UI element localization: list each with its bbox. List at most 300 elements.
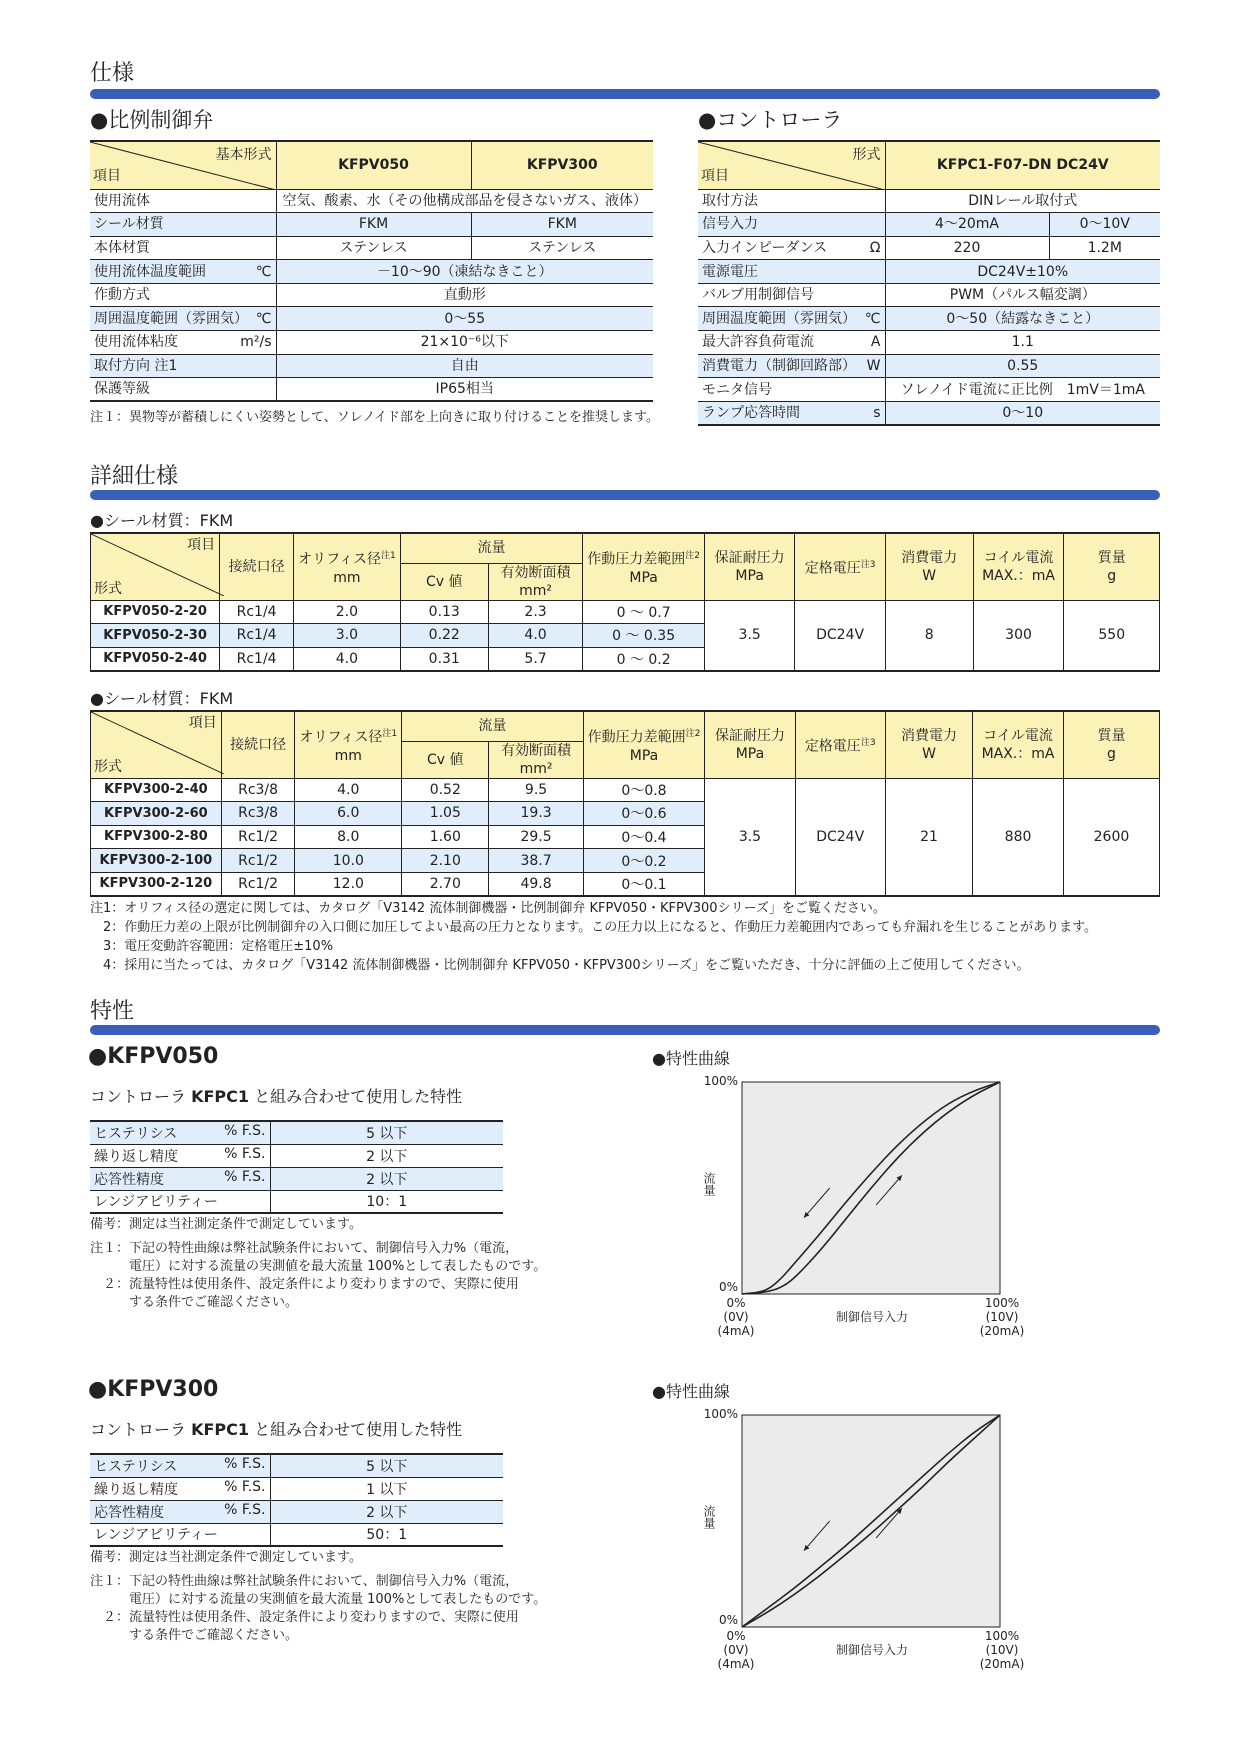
detail-table-2 [90, 710, 1160, 897]
char-label-cell [90, 1121, 270, 1144]
spec-label: 入力インピーダンス [702, 239, 828, 256]
spec-value: ソレノイド電流に正比例 1mV＝1mA [885, 378, 1160, 402]
detail-cell-coil: 880 [973, 778, 1064, 896]
chart-y-tick-min: 0% [718, 1280, 738, 1294]
chart-x-tick-current: (4mA) [717, 1657, 755, 1671]
spec-label-cell [698, 236, 885, 260]
detail-cell-pressure: 0 ～ 0.7 [583, 600, 705, 624]
detail-cell-pressure: 0～0.1 [583, 872, 705, 896]
chart-plot-area [742, 1415, 1000, 1627]
header-area [489, 741, 583, 778]
char-unit: % F.S. [224, 1145, 266, 1162]
char-subtitle [90, 1084, 462, 1107]
valve-model-1: KFPV050 [276, 141, 471, 189]
header-cv-text: Cv 値 [427, 751, 464, 768]
header-pressure-text: MPa [629, 569, 658, 586]
header-voltage [795, 533, 886, 600]
chart-x-tick [706, 1629, 766, 1671]
header-cv [400, 563, 488, 600]
header-area-text: 有効断面積 [500, 564, 571, 581]
header-proof [705, 711, 795, 778]
detail-note-line: 注1：オリフィス径の選定に関しては、カタログ「V3142 流体制御機器・比例制御弁 KFPV050・KFPV300シリーズ」をご覧ください。 [90, 901, 886, 916]
header-mass-text: 質量 [1097, 549, 1126, 566]
spec-label: 取付方法 [702, 192, 758, 209]
detail-cell-cv: 1.05 [402, 802, 489, 826]
detail-cell-model: KFPV300-2-120 [91, 872, 222, 896]
controller-spec-row [698, 307, 1160, 331]
header-coil-text: MAX.：mA [981, 745, 1055, 762]
header-area [488, 563, 582, 600]
spec-value: 空気、酸素、水（その他構成部品を侵さないガス、液体） [276, 189, 653, 213]
char-label: 応答性精度 [94, 1171, 164, 1188]
spec-value-1: 4～20mA [885, 213, 1049, 237]
spec-label-cell [90, 189, 276, 213]
controller-model: KFPC1-F07-DN DC24V [885, 141, 1160, 189]
detail-cell-port: Rc1/2 [221, 872, 295, 896]
valve-spec-row [90, 378, 653, 402]
detail-cell-port: Rc1/4 [220, 647, 294, 671]
char-unit: % F.S. [224, 1455, 266, 1472]
char-label-cell [90, 1477, 270, 1500]
section-title-spec: 仕様 [90, 61, 135, 86]
spec-unit: W [866, 357, 881, 374]
section-title-detail: 詳細仕様 [90, 464, 179, 489]
char-note-line: 注１：下記の特性曲線は弊社試験条件において、制御信号入力%（電流， [90, 1574, 519, 1589]
spec-label-cell [90, 260, 276, 284]
char-label: ヒステリシス [94, 1125, 178, 1142]
spec-value-2: ステンレス [471, 236, 653, 260]
detail-cell-pressure: 0～0.2 [583, 849, 705, 873]
header-proof [704, 533, 794, 600]
char-row [90, 1121, 503, 1144]
spec-label: 信号入力 [702, 216, 758, 233]
char-note-line: 注１：下記の特性曲線は弊社試験条件において、制御信号入力%（電流， [90, 1241, 519, 1256]
detail-cell-cv: 1.60 [402, 825, 489, 849]
header-power-text: W [922, 745, 936, 762]
char-value: 50：1 [270, 1523, 503, 1546]
detail-notes [90, 899, 1097, 975]
char-note-line: する条件でご確認ください。 [90, 1295, 299, 1310]
char-title: ●KFPV050 [88, 1044, 219, 1069]
spec-label-cell [90, 213, 276, 237]
controller-spec-row [698, 189, 1160, 213]
detail-cell-port: Rc1/2 [221, 849, 295, 873]
header-pressure-text: 注2 [685, 550, 700, 561]
char-label-cell [90, 1144, 270, 1167]
valve-spec-row [90, 283, 653, 307]
char-label-cell [90, 1190, 270, 1213]
char-label-cell [90, 1454, 270, 1477]
detail-cell-model: KFPV300-2-80 [91, 825, 222, 849]
detail-cell-orifice: 4.0 [295, 778, 402, 802]
detail-cell-orifice: 2.0 [294, 600, 401, 624]
detail-cell-pressure: 0 ～ 0.2 [583, 647, 705, 671]
spec-label-cell [90, 378, 276, 402]
spec-label-cell [698, 189, 885, 213]
header-voltage-text: 定格電圧 [804, 560, 861, 577]
header-proof-text: MPa [735, 745, 765, 762]
char-row [90, 1167, 503, 1190]
valve-header-diag [90, 141, 276, 189]
seal-material-2: ●シール材質：FKM [90, 689, 234, 708]
spec-label: 電源電圧 [702, 263, 758, 280]
header-port [221, 711, 295, 778]
chart-title: ●特性曲線 [652, 1049, 730, 1068]
spec-label-cell [698, 307, 885, 331]
spec-unit: Ω [869, 239, 881, 256]
header-flow-text: 流量 [478, 718, 507, 735]
chart-x-tick-value: 0% [726, 1296, 746, 1310]
chart-y-tick-min: 0% [718, 1613, 738, 1627]
detail-cell-port: Rc1/2 [221, 825, 295, 849]
chart-ylabel: 流量 [702, 1505, 716, 1529]
detail-cell-voltage: DC24V [795, 778, 885, 896]
detail-cell-pressure: 0～0.4 [583, 825, 705, 849]
spec-value: 0～55 [276, 307, 653, 331]
detail-cell-orifice: 10.0 [295, 849, 402, 873]
section-bar [90, 490, 1160, 500]
valve-spec-row [90, 260, 653, 284]
char-row [90, 1144, 503, 1167]
controller-spec-row [698, 236, 1160, 260]
char-subtitle-pre: コントローラ [90, 1420, 192, 1439]
header-coil-text: コイル電流 [983, 727, 1053, 744]
chart-x-tick-volt: (0V) [723, 1643, 749, 1657]
chart-plot [741, 1414, 1001, 1628]
spec-unit: s [873, 404, 881, 421]
spec-label: 取付方向 注1 [94, 357, 178, 374]
char-subtitle [90, 1417, 462, 1440]
detail-cell-cv: 2.70 [402, 872, 489, 896]
spec-unit: ℃ [255, 310, 272, 327]
spec-label-cell [698, 331, 885, 355]
header-voltage [795, 711, 885, 778]
char-value: 2 以下 [270, 1144, 503, 1167]
spec-label: 使用流体粘度 [94, 334, 178, 351]
controller-header-diag [698, 141, 885, 189]
chart-x-tick-current: (20mA) [979, 1324, 1025, 1338]
header-orifice-text: 注1 [382, 728, 398, 739]
detail-cell-port: Rc1/4 [220, 624, 294, 648]
detail-cell-power: 21 [885, 778, 972, 896]
spec-label: 最大許容負荷電流 [702, 334, 814, 351]
detail-header-type: 形式 [94, 580, 122, 597]
header-cv [402, 741, 489, 778]
chart-y-tick-max: 100% [703, 1407, 738, 1421]
char-subtitle-post: と組み合わせて使用した特性 [249, 1087, 463, 1106]
spec-label: シール材質 [94, 216, 164, 233]
char-label: 繰り返し精度 [94, 1148, 178, 1165]
spec-label-cell [698, 260, 885, 284]
detail-header-diag [91, 533, 220, 600]
chart-x-tick-volt: (10V) [985, 1310, 1019, 1324]
valve-spec-row [90, 307, 653, 331]
detail-cell-area: 49.8 [489, 872, 583, 896]
spec-value-2: FKM [471, 213, 653, 237]
detail-cell-model: KFPV050-2-20 [91, 600, 220, 624]
spec-label: ランプ応答時間 [702, 404, 800, 421]
spec-label: モニタ信号 [702, 381, 772, 398]
detail-cell-mass: 2600 [1063, 778, 1159, 896]
header-pressure-text: MPa [629, 747, 659, 764]
spec-label: 保護等級 [94, 381, 150, 398]
spec-label-cell [90, 354, 276, 378]
header-voltage-text: 注3 [860, 559, 876, 570]
detail-cell-area: 38.7 [489, 849, 583, 873]
detail-cell-orifice: 12.0 [295, 872, 402, 896]
spec-label: 作動方式 [94, 287, 150, 304]
controller-title: ●コントローラ [698, 108, 843, 132]
controller-spec-row [698, 354, 1160, 378]
chart-y-tick-max: 100% [703, 1074, 738, 1088]
detail-cell-cv: 0.13 [400, 600, 488, 624]
char-subtitle-post: と組み合わせて使用した特性 [249, 1420, 463, 1439]
valve-spec-row [90, 189, 653, 213]
detail-cell-model: KFPV050-2-40 [91, 647, 220, 671]
header-power-text: W [922, 567, 937, 584]
spec-unit: ℃ [864, 310, 881, 327]
valve-spec-row [90, 213, 653, 237]
detail-cell-orifice: 4.0 [294, 647, 401, 671]
detail-cell-area: 9.5 [489, 778, 583, 802]
valve-header-item: 項目 [93, 167, 121, 184]
chart-x-tick [706, 1296, 766, 1338]
char-label-cell [90, 1500, 270, 1523]
seal-material-1: ●シール材質：FKM [90, 511, 234, 530]
header-flow [400, 533, 583, 563]
spec-label: 本体材質 [94, 239, 150, 256]
detail-cell-pressure: 0 ～ 0.35 [583, 624, 705, 648]
chart-x-tick [972, 1296, 1032, 1338]
section-bar [90, 89, 1160, 99]
header-orifice [295, 711, 402, 778]
header-area-text: 有効断面積 [501, 742, 572, 759]
detail-cell-port: Rc3/8 [221, 778, 295, 802]
detail-cell-proof: 3.5 [704, 600, 794, 671]
char-value: 10：1 [270, 1190, 503, 1213]
controller-spec-row [698, 283, 1160, 307]
char-label: ヒステリシス [94, 1458, 178, 1475]
char-row [90, 1190, 503, 1213]
char-row [90, 1477, 503, 1500]
spec-value-2: 0～10V [1049, 213, 1160, 237]
char-label: 応答性精度 [94, 1504, 164, 1521]
header-port-text: 接続口径 [230, 736, 287, 753]
header-power-text: 消費電力 [901, 727, 957, 744]
spec-value: DINレール取付式 [885, 189, 1160, 213]
detail-cell-mass: 550 [1064, 600, 1160, 671]
header-orifice [294, 533, 401, 600]
chart-plot [741, 1081, 1001, 1295]
header-coil-text: コイル電流 [983, 549, 1054, 566]
spec-value: 1.1 [885, 331, 1160, 355]
spec-unit: A [870, 334, 881, 351]
spec-label-cell [698, 378, 885, 402]
spec-value: PWM（パルス幅変調） [885, 283, 1160, 307]
spec-label-cell [90, 236, 276, 260]
chart-x-tick-current: (20mA) [979, 1657, 1025, 1671]
header-orifice-text: mm [333, 569, 361, 586]
detail-note-line: 2：作動圧力差の上限が比例制御弁の入口側に加圧してよい最高の圧力となります。この圧力以上になると、作動圧力差範囲内であっても弁漏れを生じることがあります。 [90, 920, 1098, 935]
spec-unit: ℃ [255, 263, 272, 280]
chart-title: ●特性曲線 [652, 1382, 730, 1401]
header-power [885, 533, 973, 600]
header-pressure [583, 533, 705, 600]
detail-cell-model: KFPV050-2-30 [91, 624, 220, 648]
detail-cell-orifice: 8.0 [295, 825, 402, 849]
spec-value-1: ステンレス [276, 236, 471, 260]
spec-value: IP65相当 [276, 378, 653, 402]
char-value: 5 以下 [270, 1121, 503, 1144]
controller-spec-row [698, 331, 1160, 355]
detail-row [91, 778, 1160, 802]
char-label: レンジアビリティー [94, 1194, 218, 1211]
spec-value: －10～90（凍結なきこと） [276, 260, 653, 284]
header-orifice-text: オリフィス径 [299, 729, 383, 746]
detail-cell-port: Rc3/8 [221, 802, 295, 826]
detail-note-line: 4：採用に当たっては、カタログ「V3142 流体制御機器・比例制御弁 KFPV050・KFPV300シリーズ」をご覧いただき、十分に評価の上ご使用してください。 [90, 958, 1030, 973]
spec-label-cell [698, 213, 885, 237]
header-proof-text: MPa [735, 567, 764, 584]
controller-spec-row [698, 378, 1160, 402]
detail-cell-model: KFPV300-2-60 [91, 802, 222, 826]
chart-x-tick [972, 1629, 1032, 1671]
header-mass-text: g [1107, 567, 1117, 584]
header-coil [973, 533, 1064, 600]
spec-label-cell [698, 354, 885, 378]
header-port-text: 接続口径 [228, 558, 285, 575]
header-power [885, 711, 972, 778]
header-cv-text: Cv 値 [426, 573, 463, 590]
header-coil-text: MAX.：mA [982, 567, 1055, 584]
header-mass-text: g [1107, 745, 1116, 762]
chart-x-tick-value: 0% [726, 1629, 746, 1643]
spec-value: 直動形 [276, 283, 653, 307]
detail-cell-area: 19.3 [489, 802, 583, 826]
char-note-line: ２：流量特性は使用条件、設定条件により変わりますので、実際に使用 [90, 1277, 519, 1292]
char-unit: % F.S. [224, 1478, 266, 1495]
char-note-line: 電圧）に対する流量の実測値を最大流量 100%として表したものです。 [90, 1592, 547, 1607]
detail-cell-pressure: 0～0.8 [583, 778, 705, 802]
char-label: 繰り返し精度 [94, 1481, 178, 1498]
header-orifice-text: mm [334, 747, 362, 764]
spec-value-1: FKM [276, 213, 471, 237]
valve-spec-row [90, 354, 653, 378]
detail-cell-area: 4.0 [488, 624, 582, 648]
header-mass [1064, 533, 1160, 600]
controller-spec-row [698, 401, 1160, 425]
chart-x-tick-value: 100% [984, 1629, 1020, 1643]
detail-header-type: 形式 [94, 758, 122, 775]
char-note-line: ２：流量特性は使用条件、設定条件により変わりますので、実際に使用 [90, 1610, 519, 1625]
controller-spec-row [698, 260, 1160, 284]
spec-label-cell [90, 307, 276, 331]
spec-value: 21×10⁻⁶以下 [276, 331, 653, 355]
detail-cell-cv: 0.52 [402, 778, 489, 802]
header-mass [1063, 711, 1159, 778]
chart-x-tick-volt: (0V) [723, 1310, 749, 1324]
detail-cell-pressure: 0～0.6 [583, 802, 705, 826]
spec-value: DC24V±10% [885, 260, 1160, 284]
detail-cell-area: 5.7 [488, 647, 582, 671]
header-proof-text: 保証耐圧力 [714, 549, 785, 566]
valve-spec-table [90, 140, 653, 402]
detail-header-item: 項目 [187, 537, 216, 553]
detail-cell-power: 8 [885, 600, 973, 671]
char-row [90, 1523, 503, 1546]
spec-label: 使用流体 [94, 192, 150, 209]
detail-cell-model: KFPV300-2-100 [91, 849, 222, 873]
header-port [220, 533, 294, 600]
detail-cell-cv: 2.10 [402, 849, 489, 873]
section-bar [90, 1025, 1160, 1035]
detail-cell-model: KFPV300-2-40 [91, 778, 222, 802]
detail-cell-voltage: DC24V [795, 600, 886, 671]
char-value: 1 以下 [270, 1477, 503, 1500]
spec-label: バルブ用制御信号 [702, 287, 814, 304]
spec-unit: m²/s [240, 334, 272, 351]
detail-cell-coil: 300 [973, 600, 1064, 671]
chart-x-tick-volt: (10V) [985, 1643, 1019, 1657]
header-pressure-text: 注2 [685, 728, 701, 739]
spec-value: 0～50（結露なきこと） [885, 307, 1160, 331]
char-label-cell [90, 1167, 270, 1190]
char-subtitle-bold: KFPC1 [191, 1420, 250, 1439]
char-unit: % F.S. [224, 1501, 266, 1518]
header-orifice-text: オリフィス径 [298, 551, 381, 568]
valve-model-2: KFPV300 [471, 141, 653, 189]
header-orifice-text: 注1 [380, 550, 396, 561]
valve-header-type: 基本形式 [215, 147, 272, 163]
char-unit: % F.S. [224, 1122, 266, 1139]
controller-header-type: 形式 [852, 147, 881, 163]
header-power-text: 消費電力 [901, 549, 958, 566]
char-value: 2 以下 [270, 1500, 503, 1523]
header-flow-text: 流量 [477, 540, 506, 557]
spec-value: 0.55 [885, 354, 1160, 378]
valve-spec-row [90, 236, 653, 260]
spec-value-2: 1.2M [1049, 236, 1160, 260]
header-mass-text: 質量 [1097, 727, 1126, 744]
detail-cell-orifice: 3.0 [294, 624, 401, 648]
detail-cell-port: Rc1/4 [220, 600, 294, 624]
controller-spec-row [698, 213, 1160, 237]
chart-x-tick-current: (4mA) [717, 1324, 755, 1338]
spec-label: 消費電力（制御回路部） [702, 357, 856, 374]
header-area-text: mm² [519, 582, 552, 599]
detail-row [91, 600, 1160, 624]
section-title-characteristics: 特性 [90, 999, 135, 1024]
spec-label: 使用流体温度範囲 [94, 263, 206, 280]
char-row [90, 1500, 503, 1523]
header-area-text: mm² [519, 760, 553, 777]
spec-label-cell [698, 401, 885, 425]
valve-title: ●比例制御弁 [90, 108, 214, 132]
detail-cell-area: 29.5 [489, 825, 583, 849]
header-proof-text: 保証耐圧力 [714, 727, 785, 744]
char-remark: 備考：測定は当社測定条件で測定しています。 [90, 1217, 362, 1232]
spec-value: 自由 [276, 354, 653, 378]
detail-note-line: 3：電圧変動許容範囲：定格電圧±10% [90, 939, 334, 954]
detail-table-1 [90, 532, 1160, 672]
controller-spec-table [698, 140, 1160, 426]
detail-cell-cv: 0.31 [400, 647, 488, 671]
spec-value-1: 220 [885, 236, 1049, 260]
char-title: ●KFPV300 [88, 1377, 219, 1402]
char-row [90, 1454, 503, 1477]
char-table [90, 1120, 503, 1214]
detail-cell-proof: 3.5 [705, 778, 795, 896]
